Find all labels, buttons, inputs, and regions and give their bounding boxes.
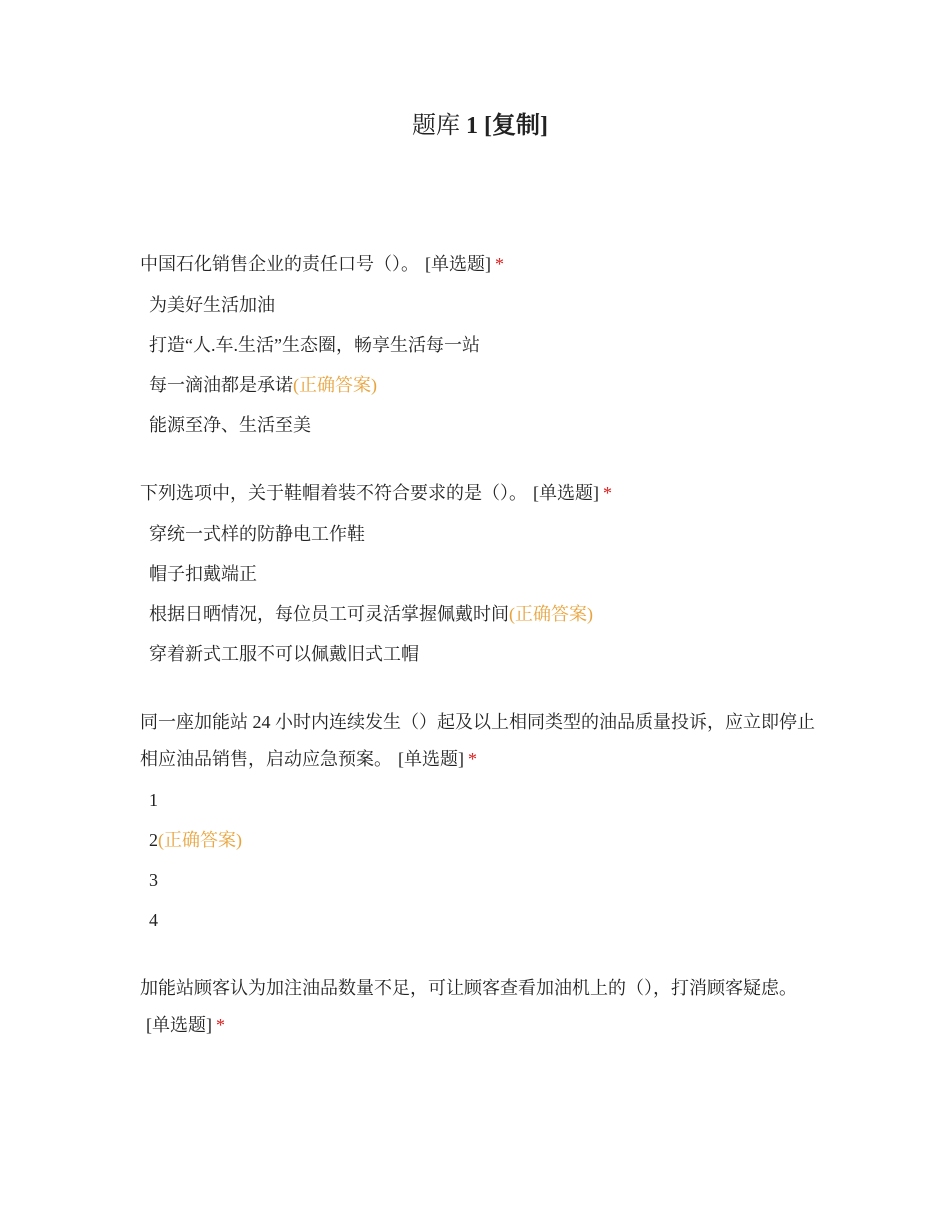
- correct-answer-label: (正确答案): [509, 604, 593, 624]
- option-list: [140, 780, 820, 940]
- question-type-label: [单选题]: [425, 254, 491, 274]
- option-text: 2: [149, 830, 158, 850]
- answer-option: [140, 900, 820, 940]
- title-number: 1: [466, 113, 478, 139]
- answer-option: [140, 860, 820, 900]
- answer-option: [140, 514, 820, 554]
- answer-option: [140, 405, 820, 445]
- question-type-label: [单选题]: [146, 1015, 212, 1035]
- question-type-label: [单选题]: [533, 483, 599, 503]
- question-text: 中国石化销售企业的责任口号（）。: [140, 254, 419, 274]
- option-text: 穿统一式样的防静电工作鞋: [149, 524, 365, 544]
- option-text: 根据日晒情况，每位员工可灵活掌握佩戴时间: [149, 604, 509, 624]
- title-prefix: 题库: [412, 113, 460, 139]
- option-text: 能源至净、生活至美: [149, 415, 311, 435]
- answer-option: [140, 325, 820, 365]
- question-stem: [140, 704, 820, 778]
- required-asterisk: *: [495, 254, 504, 274]
- answer-option: [140, 780, 820, 820]
- document-title: [0, 108, 950, 144]
- question-block: [140, 246, 820, 445]
- option-text: 3: [149, 870, 158, 890]
- answer-option: [140, 554, 820, 594]
- required-asterisk: *: [468, 749, 477, 769]
- option-text: 每一滴油都是承诺: [149, 375, 293, 395]
- question-text: 同一座加能站 24 小时内连续发生（）起及以上相同类型的油品质量投诉，应立即停止相应油品销售，启动应急预案。: [140, 712, 815, 769]
- question-stem: [140, 475, 820, 512]
- correct-answer-label: (正确答案): [158, 830, 242, 850]
- question-stem: [140, 970, 820, 1044]
- answer-option: [140, 594, 820, 634]
- title-suffix: [复制]: [484, 113, 548, 139]
- question-block: [140, 704, 820, 940]
- correct-answer-label: (正确答案): [293, 375, 377, 395]
- option-text: 4: [149, 910, 158, 930]
- answer-option: [140, 820, 820, 860]
- question-type-label: [单选题]: [398, 749, 464, 769]
- required-asterisk: *: [603, 483, 612, 503]
- option-text: 穿着新式工服不可以佩戴旧式工帽: [149, 644, 419, 664]
- option-text: 为美好生活加油: [149, 295, 275, 315]
- answer-option: [140, 634, 820, 674]
- question-text: 下列选项中，关于鞋帽着装不符合要求的是（）。: [140, 483, 527, 503]
- answer-option: [140, 285, 820, 325]
- question-list: [140, 246, 820, 1074]
- option-text: 帽子扣戴端正: [149, 564, 257, 584]
- option-text: 打造“人.车.生活”生态圈，畅享生活每一站: [149, 335, 480, 355]
- question-block: [140, 970, 820, 1044]
- option-list: [140, 514, 820, 674]
- answer-option: [140, 365, 820, 405]
- option-list: [140, 285, 820, 445]
- option-text: 1: [149, 790, 158, 810]
- question-block: [140, 475, 820, 674]
- question-stem: [140, 246, 820, 283]
- required-asterisk: *: [216, 1015, 225, 1035]
- question-text: 加能站顾客认为加注油品数量不足，可让顾客查看加油机上的（），打消顾客疑虑。: [140, 978, 797, 998]
